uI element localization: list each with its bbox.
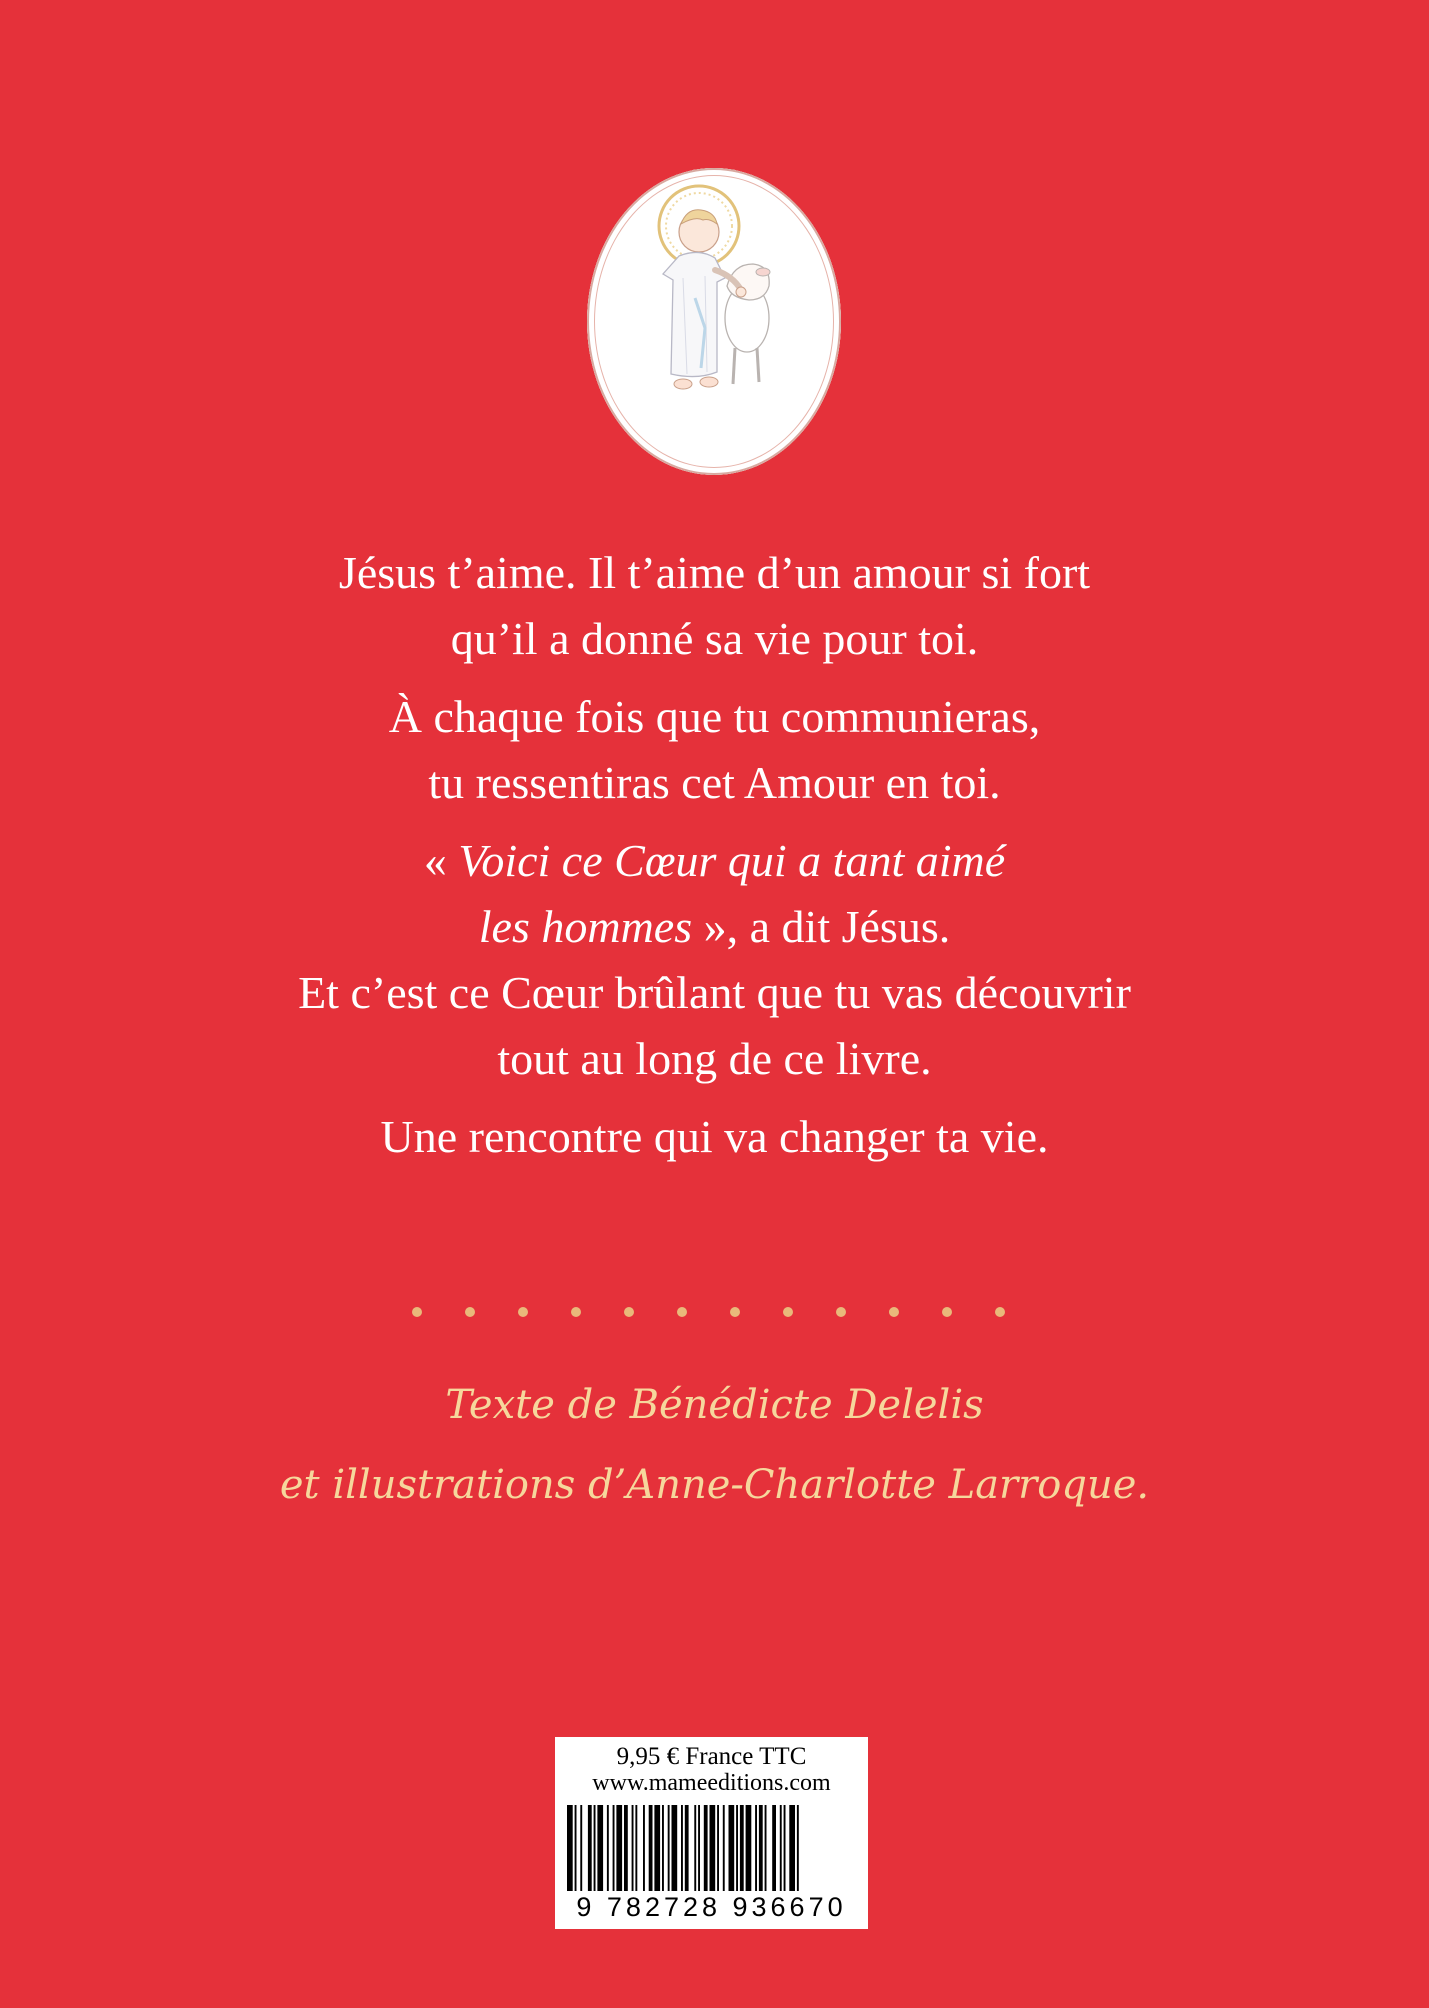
quote-text: les hommes — [478, 901, 693, 952]
blurb-paragraph-2 — [0, 684, 1429, 816]
barcode-bar — [704, 1805, 708, 1891]
credits-illustrator: et illustrations d’Anne-Charlotte Larroque. — [279, 1462, 1150, 1508]
barcode-bar — [746, 1805, 752, 1891]
divider-dot — [571, 1307, 581, 1317]
divider-dot — [412, 1307, 422, 1317]
blurb-line: tu ressentiras cet Amour en toi. — [428, 757, 1001, 808]
barcode-bar — [710, 1805, 716, 1891]
blurb-line: qu’il a donné sa vie pour toi. — [450, 613, 979, 664]
barcode-bars — [567, 1805, 857, 1891]
price-text: 9,95 € France TTC — [616, 1743, 807, 1770]
blurb-line: À chaque fois que tu communieras, — [388, 691, 1041, 742]
credits — [0, 1365, 1429, 1525]
barcode-bar — [685, 1805, 689, 1891]
barcode-bar — [632, 1805, 634, 1891]
back-cover-blurb — [0, 540, 1429, 1182]
divider-dot — [942, 1307, 952, 1317]
barcode-bar — [613, 1805, 615, 1891]
publisher-url: www.mameeditions.com — [592, 1770, 831, 1796]
quote-open: « — [423, 835, 459, 886]
barcode-bar — [780, 1805, 782, 1891]
barcode-bar — [784, 1805, 786, 1891]
quote-text: Voici ce Cœur qui a tant aimé — [458, 835, 1006, 886]
divider-dot — [465, 1307, 475, 1317]
barcode-bar — [567, 1805, 573, 1891]
barcode-bar — [649, 1805, 653, 1891]
blurb-quote-line — [0, 828, 1429, 894]
barcode-bar — [765, 1805, 767, 1891]
barcode-bar — [616, 1805, 622, 1891]
barcode-bar — [759, 1805, 763, 1891]
barcode-bar — [717, 1805, 719, 1891]
quote-attribution: », a dit Jésus. — [692, 901, 951, 952]
barcode-bar — [698, 1805, 700, 1891]
barcode-bar — [672, 1805, 678, 1891]
blurb-paragraph-3 — [0, 828, 1429, 1092]
barcode-label — [555, 1737, 868, 1929]
barcode-bar — [580, 1805, 582, 1891]
barcode-bar — [681, 1805, 683, 1891]
divider-dot — [995, 1307, 1005, 1317]
blurb-paragraph-4 — [0, 1104, 1429, 1170]
blurb-line: tout au long de ce livre. — [497, 1033, 932, 1084]
blurb-line: Jésus t’aime. Il t’aime d’un amour si fort — [338, 547, 1091, 598]
barcode-bar — [635, 1805, 637, 1891]
barcode-bar — [736, 1805, 738, 1891]
barcode-bar — [668, 1805, 670, 1891]
child-jesus-with-lamb-icon — [587, 168, 841, 475]
divider-dot — [518, 1307, 528, 1317]
illustration-medallion — [587, 168, 841, 475]
barcode-bar — [643, 1805, 645, 1891]
divider-dot — [730, 1307, 740, 1317]
credits-author: Texte de Bénédicte Delelis — [445, 1382, 984, 1428]
isbn-number: 9 782728 936670 — [576, 1892, 847, 1922]
barcode-bar — [662, 1805, 664, 1891]
divider-dot — [677, 1307, 687, 1317]
barcode-bar — [694, 1805, 696, 1891]
barcode-bar — [624, 1805, 628, 1891]
barcode-bar — [575, 1805, 577, 1891]
barcode-bar — [588, 1805, 592, 1891]
barcode-bar — [740, 1805, 744, 1891]
barcode-bar — [797, 1805, 799, 1891]
blurb-paragraph-1 — [0, 540, 1429, 672]
blurb-line: Et c’est ce Cœur brûlant que tu vas découvrir — [298, 967, 1131, 1018]
divider-dot — [783, 1307, 793, 1317]
barcode-bar — [607, 1805, 609, 1891]
barcode-bar — [789, 1805, 795, 1891]
barcode-bar — [723, 1805, 725, 1891]
barcode-bar — [772, 1805, 776, 1891]
barcode-bar — [729, 1805, 735, 1891]
divider-dot — [889, 1307, 899, 1317]
barcode-bar — [654, 1805, 660, 1891]
barcode-bar — [597, 1805, 603, 1891]
divider-dot — [624, 1307, 634, 1317]
dotted-divider — [412, 1307, 1015, 1323]
blurb-line: Une rencontre qui va changer ta vie. — [380, 1111, 1049, 1162]
blurb-quote-line — [0, 894, 1429, 960]
divider-dot — [836, 1307, 846, 1317]
barcode-bar — [594, 1805, 596, 1891]
barcode-bar — [755, 1805, 757, 1891]
